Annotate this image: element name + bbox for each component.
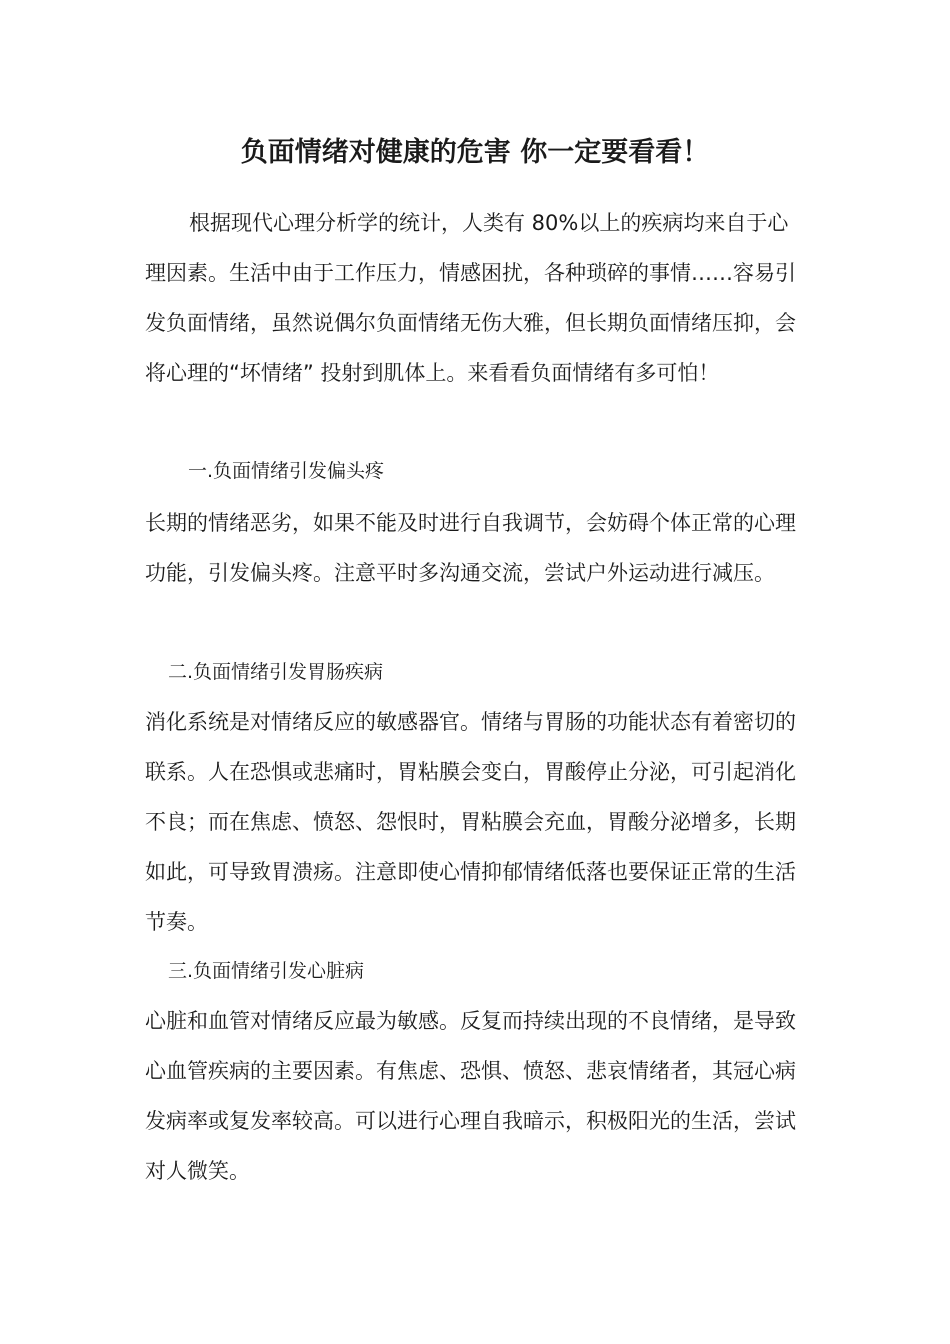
section-text-heart: 心脏和血管对情绪反应最为敏感。反复而持续出现的不良情绪，是导致心血管疾病的主要因素。有焦虑、恐惧、愤怒、悲哀情绪者，其冠心病发病率或复发率较高。可以进行心理自我暗示，积极阳光的生活，尝试对人微笑。 [145,1009,796,1183]
section-heading-gastro: 二.负面情绪引发胃肠疾病 [168,661,384,683]
intro-paragraph: 根据现代心理分析学的统计，人类有 80%以上的疾病均来自于心理因素。生活中由于工作压力，情感困扰，各种琐碎的事情……容易引发负面情绪，虽然说偶尔负面情绪无伤大雅，但长期负面情绪压抑，会将心理的“坏情绪” 投射到肌体上。来看看负面情绪有多可怕！ [145,211,796,385]
section-heading-heart: 三.负面情绪引发心脏病 [168,960,365,982]
section-text-headache: 长期的情绪恶劣，如果不能及时进行自我调节，会妨碍个体正常的心理功能，引发偏头疼。注意平时多沟通交流，尝试户外运动进行减压。 [145,511,796,585]
document-title: 负面情绪对健康的危害 你一定要看看！ [240,137,710,168]
section-text-gastro: 消化系统是对情绪反应的敏感器官。情绪与胃肠的功能状态有着密切的联系。人在恐惧或悲痛时，胃粘膜会变白，胃酸停止分泌，可引起消化不良；而在焦虑、愤怒、怨恨时，胃粘膜会充血，胃酸分泌增多，长期如此，可导致胃溃疡。注意即使心情抑郁情绪低落也要保证正常的生活节奏。 [145,710,796,934]
section-heading-headache: 一.负面情绪引发偏头疼 [188,460,385,482]
